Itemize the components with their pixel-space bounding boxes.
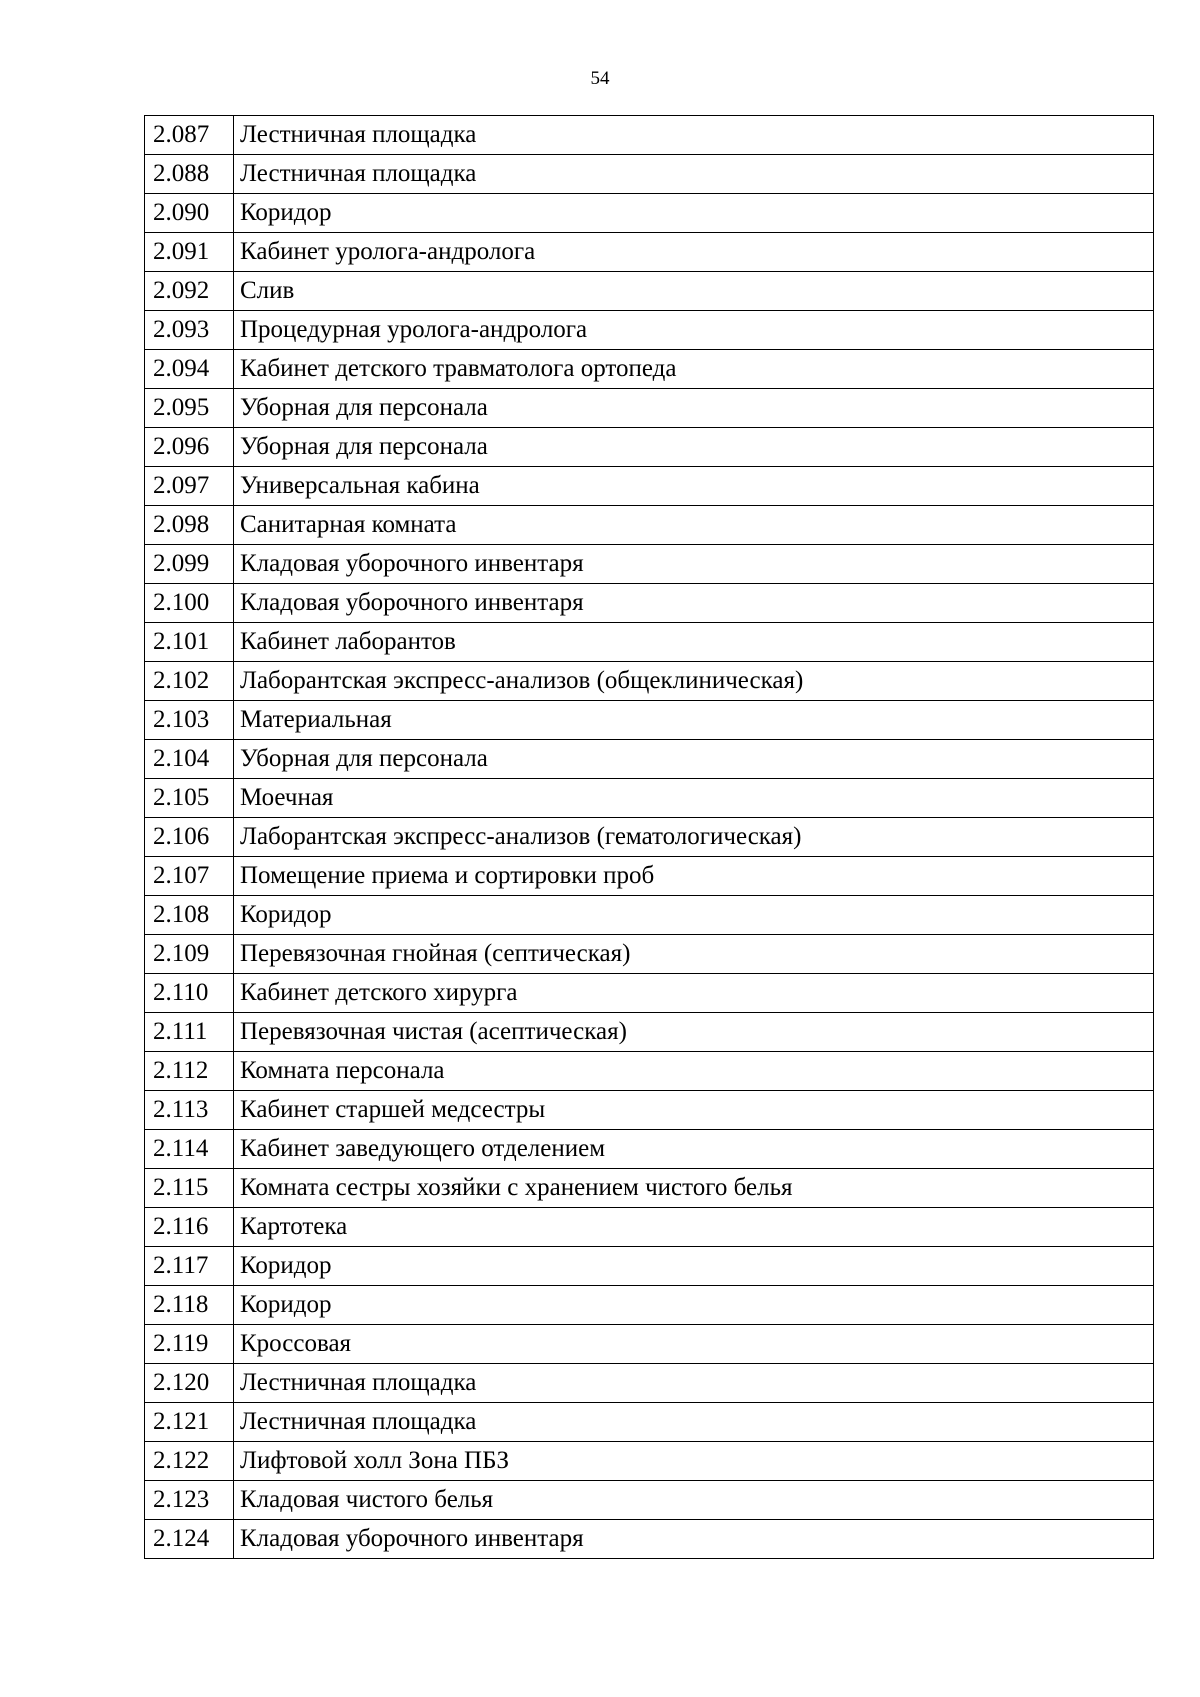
room-name-cell: Лестничная площадка [234, 1403, 1154, 1442]
table-row [145, 311, 1154, 350]
room-number-cell: 2.116 [145, 1208, 234, 1247]
table-row [145, 116, 1154, 155]
room-number-cell: 2.090 [145, 194, 234, 233]
table-row [145, 1091, 1154, 1130]
table-row [145, 272, 1154, 311]
page-number: 54 [590, 68, 610, 89]
table-row [145, 584, 1154, 623]
room-name-cell: Лифтовой холл Зона ПБЗ [234, 1442, 1154, 1481]
room-number-cell: 2.101 [145, 623, 234, 662]
room-number-cell: 2.124 [145, 1520, 234, 1559]
room-name-cell: Лестничная площадка [234, 155, 1154, 194]
table-row [145, 1052, 1154, 1091]
table-row [145, 1520, 1154, 1559]
table-row [145, 896, 1154, 935]
table-row [145, 935, 1154, 974]
room-number-cell: 2.117 [145, 1247, 234, 1286]
room-name-cell: Материальная [234, 701, 1154, 740]
room-name-cell: Картотека [234, 1208, 1154, 1247]
room-name-cell: Помещение приема и сортировки проб [234, 857, 1154, 896]
room-name-cell: Кроссовая [234, 1325, 1154, 1364]
room-number-cell: 2.100 [145, 584, 234, 623]
room-number-cell: 2.118 [145, 1286, 234, 1325]
room-name-cell: Кабинет старшей медсестры [234, 1091, 1154, 1130]
table-row [145, 233, 1154, 272]
room-number-cell: 2.121 [145, 1403, 234, 1442]
table-row [145, 1169, 1154, 1208]
table-row [145, 623, 1154, 662]
table-row [145, 545, 1154, 584]
room-number-cell: 2.099 [145, 545, 234, 584]
table-row [145, 1481, 1154, 1520]
room-number-cell: 2.119 [145, 1325, 234, 1364]
table-row [145, 506, 1154, 545]
room-name-cell: Кабинет лаборантов [234, 623, 1154, 662]
table-row [145, 1208, 1154, 1247]
room-name-cell: Перевязочная чистая (асептическая) [234, 1013, 1154, 1052]
room-number-cell: 2.122 [145, 1442, 234, 1481]
room-name-cell: Моечная [234, 779, 1154, 818]
room-name-cell: Лаборантская экспресс-анализов (общеклиническая) [234, 662, 1154, 701]
room-number-cell: 2.088 [145, 155, 234, 194]
table-row [145, 1325, 1154, 1364]
room-number-cell: 2.108 [145, 896, 234, 935]
room-number-cell: 2.110 [145, 974, 234, 1013]
room-number-cell: 2.115 [145, 1169, 234, 1208]
room-number-cell: 2.107 [145, 857, 234, 896]
table-row [145, 1442, 1154, 1481]
table-row [145, 467, 1154, 506]
room-name-cell: Лестничная площадка [234, 116, 1154, 155]
room-name-cell: Кладовая чистого белья [234, 1481, 1154, 1520]
table-row [145, 1247, 1154, 1286]
room-number-cell: 2.106 [145, 818, 234, 857]
room-number-cell: 2.105 [145, 779, 234, 818]
table-row [145, 1286, 1154, 1325]
table-row [145, 194, 1154, 233]
table-row [145, 1403, 1154, 1442]
room-number-cell: 2.123 [145, 1481, 234, 1520]
room-number-cell: 2.091 [145, 233, 234, 272]
room-name-cell: Кладовая уборочного инвентаря [234, 1520, 1154, 1559]
table-row [145, 974, 1154, 1013]
room-name-cell: Санитарная комната [234, 506, 1154, 545]
room-name-cell: Слив [234, 272, 1154, 311]
room-name-cell: Лестничная площадка [234, 1364, 1154, 1403]
room-number-cell: 2.114 [145, 1130, 234, 1169]
room-number-cell: 2.093 [145, 311, 234, 350]
room-number-cell: 2.098 [145, 506, 234, 545]
table-row [145, 428, 1154, 467]
room-name-cell: Уборная для персонала [234, 389, 1154, 428]
table-row [145, 779, 1154, 818]
room-name-cell: Универсальная кабина [234, 467, 1154, 506]
table-row [145, 662, 1154, 701]
room-name-cell: Коридор [234, 194, 1154, 233]
room-number-cell: 2.104 [145, 740, 234, 779]
room-name-cell: Уборная для персонала [234, 740, 1154, 779]
room-number-cell: 2.111 [145, 1013, 234, 1052]
table-row [145, 857, 1154, 896]
room-number-cell: 2.120 [145, 1364, 234, 1403]
room-name-cell: Коридор [234, 1247, 1154, 1286]
room-name-cell: Кладовая уборочного инвентаря [234, 584, 1154, 623]
room-name-cell: Процедурная уролога-андролога [234, 311, 1154, 350]
room-name-cell: Коридор [234, 896, 1154, 935]
room-name-cell: Кабинет заведующего отделением [234, 1130, 1154, 1169]
room-name-cell: Кабинет уролога-андролога [234, 233, 1154, 272]
room-number-cell: 2.094 [145, 350, 234, 389]
room-name-cell: Кабинет детского травматолога ортопеда [234, 350, 1154, 389]
room-name-cell: Комната персонала [234, 1052, 1154, 1091]
room-number-cell: 2.109 [145, 935, 234, 974]
room-number-cell: 2.095 [145, 389, 234, 428]
room-name-cell: Коридор [234, 1286, 1154, 1325]
room-number-cell: 2.087 [145, 116, 234, 155]
room-number-cell: 2.112 [145, 1052, 234, 1091]
rooms-table [144, 115, 1154, 1559]
room-name-cell: Кладовая уборочного инвентаря [234, 545, 1154, 584]
table-row [145, 389, 1154, 428]
table-row [145, 350, 1154, 389]
table-row [145, 740, 1154, 779]
rooms-table-body [145, 116, 1154, 1559]
table-row [145, 818, 1154, 857]
room-number-cell: 2.092 [145, 272, 234, 311]
room-number-cell: 2.103 [145, 701, 234, 740]
room-name-cell: Комната сестры хозяйки с хранением чистого белья [234, 1169, 1154, 1208]
room-number-cell: 2.096 [145, 428, 234, 467]
table-row [145, 155, 1154, 194]
table-row [145, 1364, 1154, 1403]
room-name-cell: Лаборантская экспресс-анализов (гематологическая) [234, 818, 1154, 857]
room-number-cell: 2.097 [145, 467, 234, 506]
room-name-cell: Уборная для персонала [234, 428, 1154, 467]
room-name-cell: Перевязочная гнойная (септическая) [234, 935, 1154, 974]
room-name-cell: Кабинет детского хирурга [234, 974, 1154, 1013]
room-number-cell: 2.113 [145, 1091, 234, 1130]
table-row [145, 701, 1154, 740]
table-row [145, 1130, 1154, 1169]
table-row [145, 1013, 1154, 1052]
room-number-cell: 2.102 [145, 662, 234, 701]
